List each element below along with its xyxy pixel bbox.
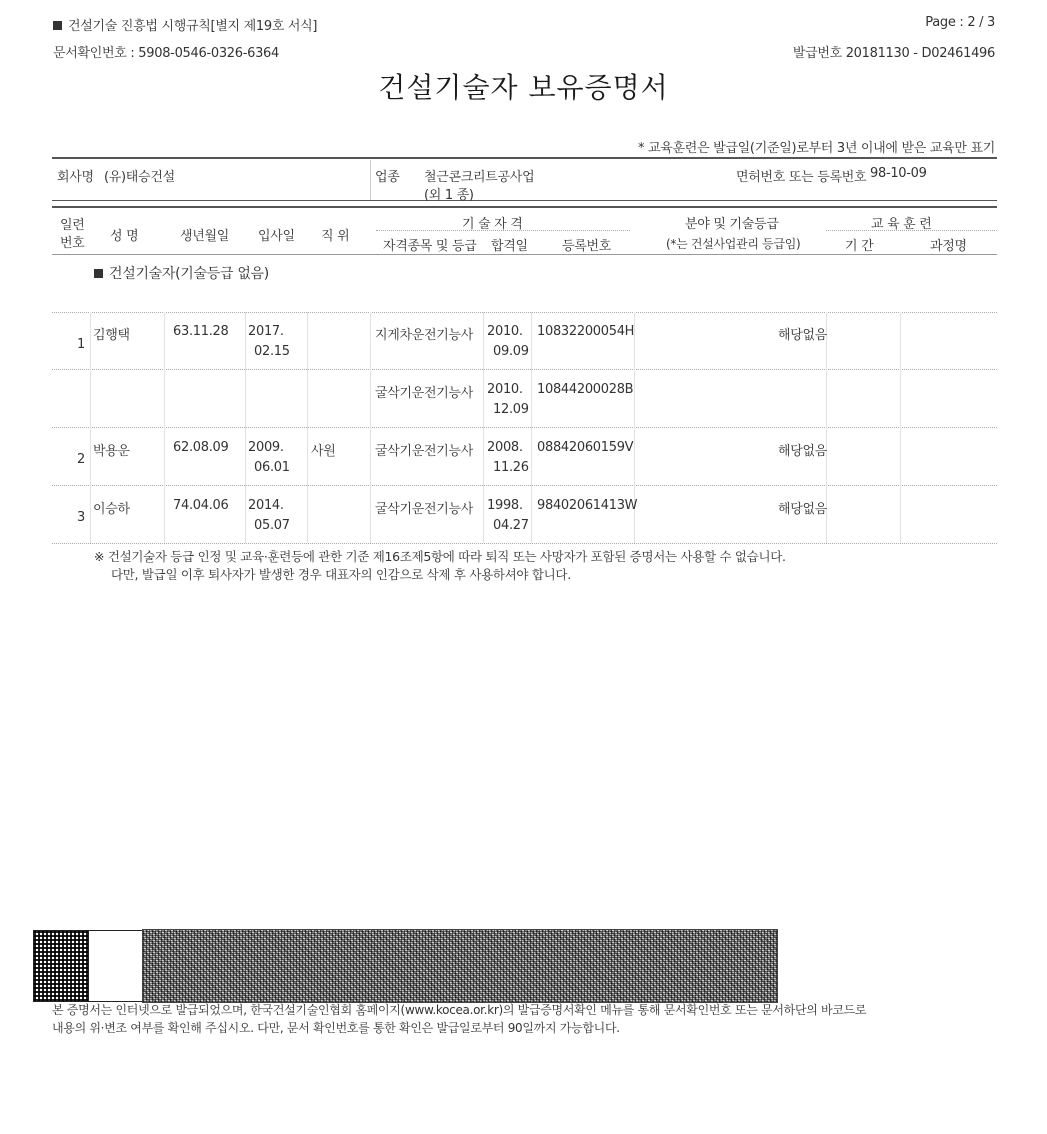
th-field-group: 분야 및 기술등급 [685,217,779,232]
cell-no: 1 [77,337,85,352]
cell-join-year: 2009. [248,440,284,455]
cell-pass-year: 1998. [487,498,523,513]
column-divider [307,312,308,543]
page-indicator: Page : 2 / 3 [925,15,995,30]
th-qualification-group: 기 술 자 격 [462,217,523,232]
cell-pass-date: 04.27 [493,518,529,533]
cell-qualification: 굴삭기운전기능사 [375,444,474,459]
company-name: (유)태승건설 [104,170,175,185]
cell-birth: 74.04.06 [173,498,229,513]
cell-join-date: 05.07 [254,518,290,533]
usage-note-continued: 다만, 발급일 이후 퇴사자가 발생한 경우 대표자의 인감으로 삭제 후 사용하셔야 합니다. [111,567,571,582]
cell-qualification: 지게차운전기능사 [375,328,474,343]
2d-barcode-left [33,930,90,1002]
cell-name: 박용운 [93,444,130,459]
cell-pass-year: 2010. [487,382,523,397]
cell-pass-year: 2008. [487,440,523,455]
th-qualification-type: 자격종목 및 등급 [383,239,477,254]
cell-pass-date: 12.09 [493,402,529,417]
cell-grade: 해당없음 [778,444,828,459]
th-join: 입사일 [258,229,295,244]
cell-registration-no: 10844200028B [537,382,634,397]
row-divider [52,312,997,313]
company-bottom-rule [52,200,997,201]
th-name: 성 명 [110,229,139,244]
th-no-2: 번호 [60,236,85,251]
cell-qualification: 굴삭기운전기능사 [375,502,474,517]
cell-pass-year: 2010. [487,324,523,339]
2d-barcode-blank [88,930,144,1002]
industry-extra: (외 1 종) [424,188,474,203]
cell-name: 김행택 [93,328,130,343]
cell-registration-no: 08842060159V [537,440,634,455]
cell-birth: 63.11.28 [173,324,229,339]
column-divider [90,312,91,543]
training-note: * 교육훈련은 발급일(기준일)로부터 3년 이내에 받은 교육만 표기 [638,141,995,156]
cell-registration-no: 98402061413W [537,498,638,513]
cell-join-year: 2014. [248,498,284,513]
th-no-1: 일련 [60,218,85,233]
cell-join-date: 06.01 [254,460,290,475]
cell-birth: 62.08.09 [173,440,229,455]
form-reference: 건설기술 진흥법 시행규칙[별지 제19호 서식] [53,15,317,34]
square-bullet-icon [53,21,62,30]
issue-number: 발급번호 20181130 - D02461496 [792,46,995,61]
company-divider [370,160,371,200]
qual-subheader-rule [376,230,630,231]
th-birth: 생년월일 [180,229,230,244]
top-rule [52,157,997,159]
column-divider [483,312,484,543]
th-pass-date: 합격일 [491,239,528,254]
document-barcode [142,929,778,1003]
column-divider [900,312,901,543]
cell-join-year: 2017. [248,324,284,339]
cell-position: 사원 [311,444,336,459]
cell-grade: 해당없음 [778,328,828,343]
cell-no: 2 [77,452,85,467]
th-registration-no: 등록번호 [562,239,612,254]
table-header-bottom-rule [52,254,997,255]
row-divider [52,369,997,370]
square-bullet-icon [94,269,103,278]
footer-verification-note: 본 증명서는 인터넷으로 발급되었으며, 한국건설기술인협회 홈페이지(www.kocea.or.kr)의 발급증명서확인 메뉴를 통해 문서확인번호 또는 문서하단의 바코드로 [52,1003,867,1017]
cell-join-date: 02.15 [254,344,290,359]
cell-name: 이승하 [93,502,130,517]
th-field-note: (*는 건설사업관리 등급임) [666,237,801,251]
th-training-period: 기 간 [845,239,874,254]
usage-note: ※ 건설기술자 등급 인정 및 교육·훈련등에 관한 기준 제16조제5항에 따라 퇴직 또는 사망자가 포함된 증명서는 사용할 수 없습니다. [94,549,786,564]
license-number: 98-10-09 [870,166,927,181]
column-divider [245,312,246,543]
cell-registration-no: 10832200054H [537,324,635,339]
cell-grade: 해당없음 [778,502,828,517]
company-name-label: 회사명 [57,170,94,185]
footer-verification-note-continued: 내용의 위·변조 여부를 확인해 주십시오. 다만, 문서 확인번호를 통한 확인은 발급일로부터 90일까지 가능합니다. [52,1021,620,1035]
column-divider [370,312,371,543]
row-divider [52,485,997,486]
cell-qualification: 굴삭기운전기능사 [375,386,474,401]
th-training-group: 교 육 훈 련 [871,217,932,232]
column-divider [531,312,532,543]
training-subheader-rule [826,230,997,231]
th-position: 직 위 [321,229,350,244]
table-top-rule [52,206,997,208]
row-divider [52,543,997,544]
th-course-name: 과정명 [930,239,967,254]
document-confirm-number: 문서확인번호 : 5908-0546-0326-6364 [53,46,280,61]
section-title: 건설기술자(기술등급 없음) [94,263,269,283]
document-title: 건설기술자 보유증명서 [378,71,669,104]
cell-no: 3 [77,510,85,525]
column-divider [164,312,165,543]
license-label: 면허번호 또는 등록번호 [736,170,867,185]
cell-pass-date: 11.26 [493,460,529,475]
industry-label: 업종 [375,170,400,185]
row-divider [52,427,997,428]
cell-pass-date: 09.09 [493,344,529,359]
industry-value: 철근콘크리트공사업 [424,170,535,185]
